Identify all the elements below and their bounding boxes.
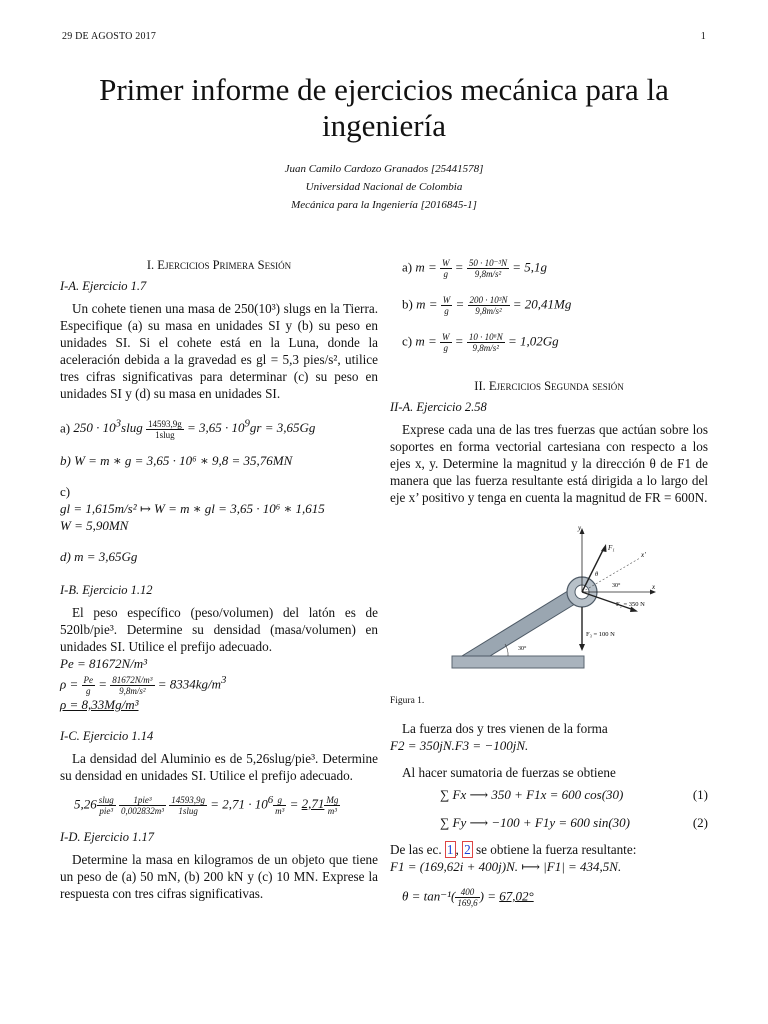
id-eq-c: c) m = $\frac{W}{g}$ = $\frac{\text{10 · 10⁶N}}{\text{9,8m/s²}}$ = 1,02Gg xyxy=(402,332,559,353)
ib-eq-1: Pe = 81672N/m³ xyxy=(60,655,148,671)
iia-text: Exprese cada una de las tres fuerzas que actúan sobre los soportes en forma vectorial cartesiana con respecto a los ejes x, y. Determine la magnitud y la dirección θ de F1 de manera que las fuerza resultante está dirigida a lo largo del eje x’ positivo y tenga en cuenta la magnitud de FR = 600N. xyxy=(390,422,708,505)
subsection-ia-heading: I-A. Ejercicio 1.7 xyxy=(60,279,147,293)
author-block xyxy=(60,160,708,214)
ground-block xyxy=(452,656,584,668)
ib-text: El peso específico (peso/volumen) del latón es de 520lb/pie³. Determine su densidad (masa/volumen) en unidades SI. Utilice el prefijo adecuado. xyxy=(60,604,378,654)
section-2-heading: II. Ejercicios Segunda sesión xyxy=(474,379,624,393)
angle-30-lower-label: 30° xyxy=(518,646,527,652)
equation-2: ∑ Fy ⟶ −100 + F1y = 600 sin(30) (2) xyxy=(440,815,708,830)
paper-title: Primer informe de ejercicios mecánica para la ingeniería xyxy=(99,72,669,143)
header-date: 29 DE AGOSTO 2017 xyxy=(62,31,157,42)
theta-label: θ xyxy=(595,571,599,578)
result-text: De las ec. 1 , 2 se obtiene la fuerza resultante: xyxy=(390,842,637,857)
f1-arrow xyxy=(601,544,607,552)
author-name: Juan Camilo Cardozo Granados [25441578] xyxy=(284,163,484,175)
ib-eq-2: ρ = $\frac{Pe}{g}$ = $\frac{\text{81672N/m³}}{\text{9,8m/s²}}$ = $8334kg/m^3$ xyxy=(60,673,227,696)
ia-eq-d: d) m = 3,65Gg xyxy=(60,548,138,564)
id-text: Determine la masa en kilogramos de un objeto que tiene un peso de (a) 50 mN, (b) 200 kN y (c) 10 MN. Exprese la respuesta con tres cifras significativas. xyxy=(60,851,378,901)
author-course: Mecánica para la Ingeniería [2016845-1] xyxy=(291,199,477,211)
ia-eq-b: b) W = m ∗ g = 3,65 · 10⁶ ∗ 9,8 = 35,76MN xyxy=(60,452,293,468)
page-number: 1 xyxy=(700,31,706,42)
result-eq: F1 = (169,62i + 400j)N. ⟼ |F1| = 434,5N. xyxy=(390,859,622,874)
ia-eq-a: a) $250 \cdot 10^3slug$ $\frac{14593,9g}{\text{1slug}}$ = $3,65 \cdot 10^9gr = 3,65Gg$ xyxy=(60,418,316,440)
f2-label: F₂ = 350 N xyxy=(616,601,645,608)
theta-eq: θ = tan⁻¹( $\frac{400}{169,6}$ ) = 67,02° xyxy=(402,887,534,908)
subsection-id-heading: I-D. Ejercicio 1.17 xyxy=(60,829,154,844)
ia-text: Un cohete tienen una masa de 250(10³) slugs en la Tierra. Especifique (a) su masa en unidades SI y (b) su peso en unidades SI. Si el cohete está en la Luna, donde la aceleración debida a la gravedad es gl = 5,3 pies/s², utilice tres cifras significativas para determinar (c) su peso en unidades SI y (d) su masa en unidades SI. xyxy=(60,301,378,401)
f3-arrow xyxy=(579,644,585,651)
y-label: y xyxy=(578,524,582,532)
ic-eq: 5,26 $\frac{\text{slug}}{\text{pie³}}$ $\frac{\text{1pie³}}{\text{0,002832m³}}$ $\frac{14593,9g}{\text{1slug}}$ = $2,71 \cdot 10^6$ $\frac{g}{\text{m³}}$ = 2,71 $\frac{Mg}{\text{m³}}$ xyxy=(74,793,339,816)
x-prime-label: x' xyxy=(641,551,646,559)
ia-eq-c1: gl = 1,615m/s² ↦ W = m ∗ gl = 3,65 · 10⁶ ∗ 1,615 xyxy=(60,500,325,516)
id-eq-a: a) m = $\frac{W}{g}$ = $\frac{\text{50 · 10⁻³N}}{\text{9,8m/s²}}$ = 5,1g xyxy=(402,258,548,279)
angle-30-upper-label: 30° xyxy=(612,583,621,589)
ic-text: La densidad del Aluminio es de 5,26slug/pie³. Determine su densidad en unidades SI. Utilice el prefijo adecuado. xyxy=(60,750,378,783)
ib-eq-3: ρ = 8,33Mg/m³ xyxy=(60,696,139,712)
subsection-ib-heading: I-B. Ejercicio 1.12 xyxy=(60,582,153,597)
section-1-heading: I. Ejercicios Primera Sesión xyxy=(146,258,292,272)
x-label: x xyxy=(652,583,656,591)
sum-text: Al hacer sumatoria de fuerzas se obtiene xyxy=(402,765,616,780)
ia-c-label: c) xyxy=(60,483,71,499)
figure-1 xyxy=(390,524,708,694)
ref-eq-2[interactable]: 2 xyxy=(464,842,471,857)
left-column xyxy=(60,258,378,902)
id-eq-b: b) m = $\frac{W}{g}$ = $\frac{\text{200 · 10³N}}{\text{9,8m/s²}}$ = 20,41Mg xyxy=(402,295,572,316)
ia-eq-c2: W = 5,90MN xyxy=(60,517,129,533)
ref-eq-1[interactable]: 1 xyxy=(446,842,454,857)
equation-1: ∑ Fx ⟶ 350 + F1x = 600 cos(30) (1) xyxy=(440,787,708,802)
subsection-iia-heading: II-A. Ejercicio 2.58 xyxy=(390,400,487,414)
forces-eq: F2 = 350jN.F3 = −100jN. xyxy=(390,738,529,753)
right-column xyxy=(390,258,708,908)
bracket-diagram xyxy=(390,524,708,694)
f1-label: F₁ xyxy=(608,544,615,552)
author-university: Universidad Nacional de Colombia xyxy=(305,181,463,193)
forces-text-1: La fuerza dos y tres vienen de la forma xyxy=(402,721,608,736)
f3-label: F₃ = 100 N xyxy=(586,631,615,638)
subsection-ic-heading: I-C. Ejercicio 1.14 xyxy=(60,728,154,743)
figure-caption: Figura 1. xyxy=(390,696,425,706)
